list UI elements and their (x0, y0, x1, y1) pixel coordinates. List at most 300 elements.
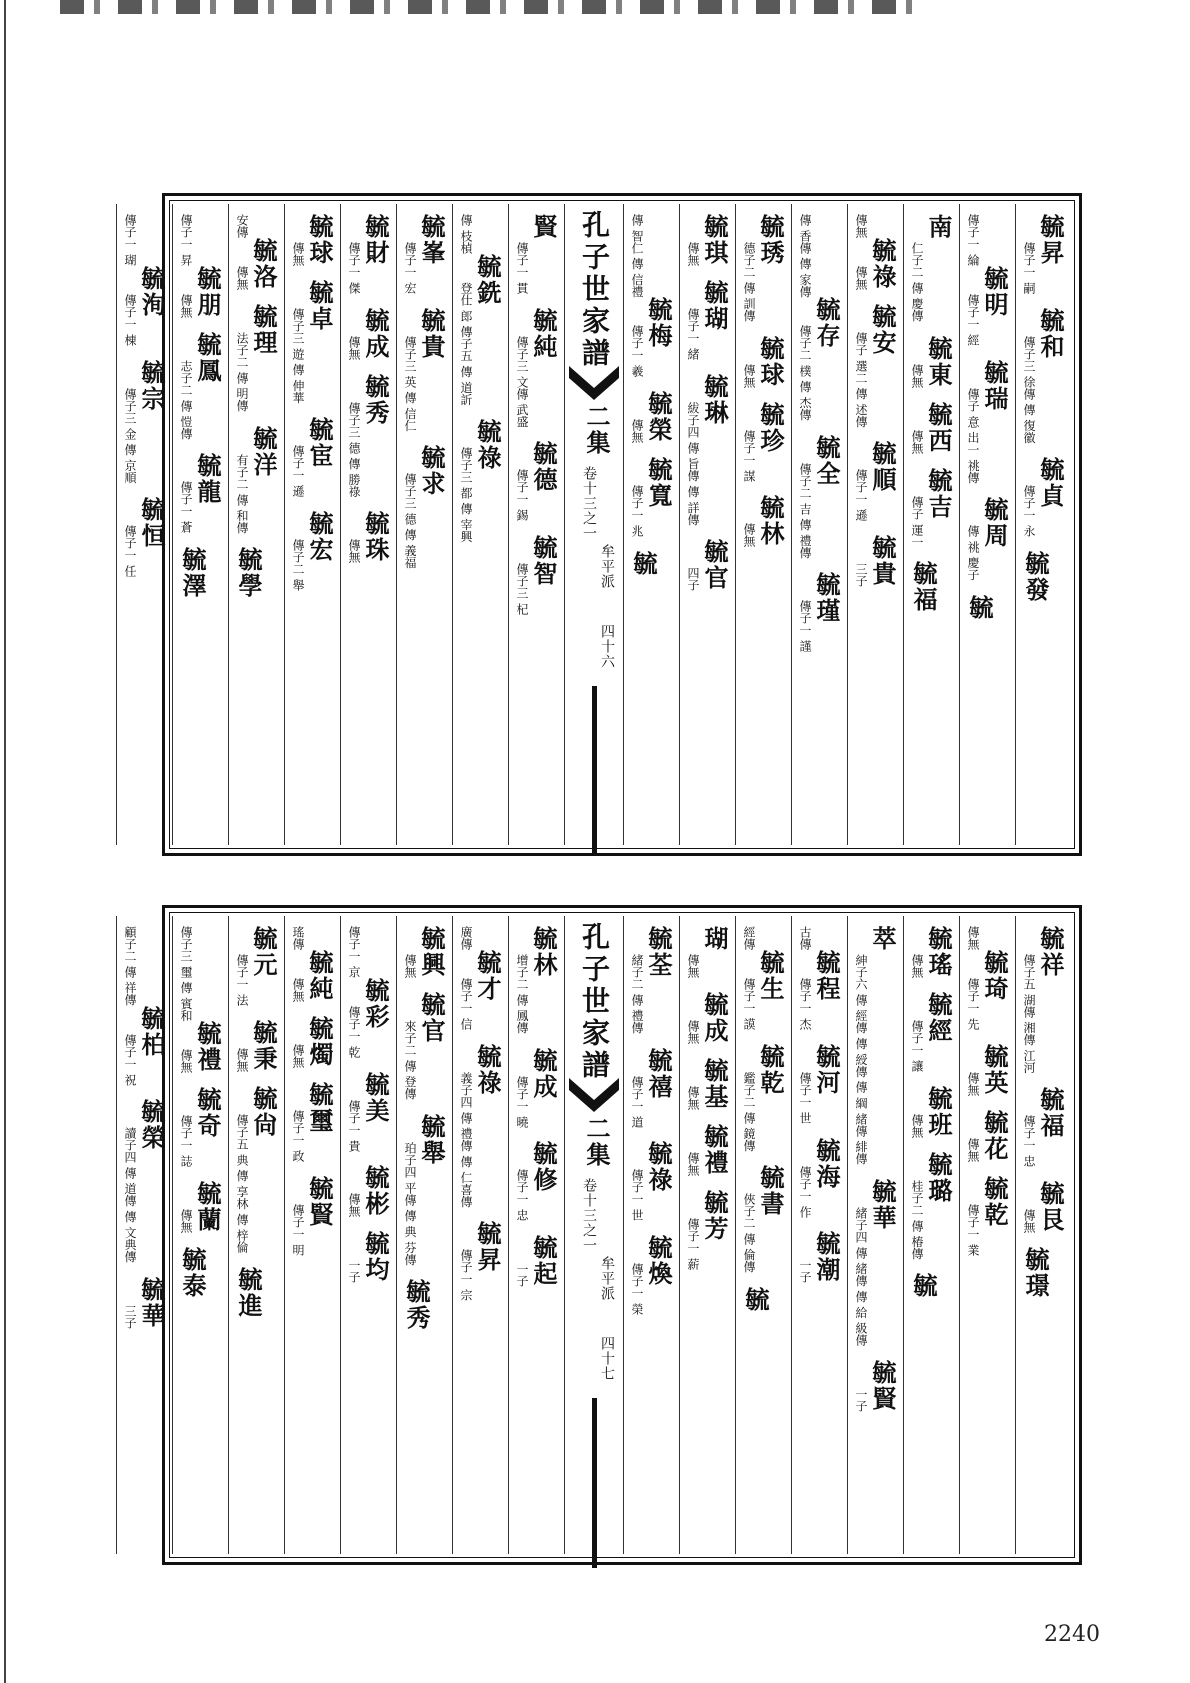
genealogy-column (847, 916, 903, 1554)
descendant-note: 傳子一 宗 (459, 1249, 473, 1301)
genealogy-entry (630, 391, 671, 443)
genealogy-column (679, 204, 735, 845)
person-name: 毓吉 (924, 467, 953, 520)
descendant-note: 傳子一 曉 (515, 1075, 529, 1128)
descendant-note: 一子 (347, 1259, 361, 1284)
genealogy-entry (798, 572, 839, 652)
volume-label: 卷十三之一 (581, 466, 597, 541)
genealogy-entry (854, 1360, 895, 1412)
genealogy-column (452, 916, 508, 1554)
genealogy-column (116, 204, 172, 845)
person-name: 毓洵 (137, 265, 166, 318)
genealogy-entry (235, 926, 276, 1006)
person-name: 毓理 (249, 304, 278, 356)
book-title: 孔子世家譜 (578, 922, 611, 1082)
center-rule (592, 1398, 597, 1568)
descendant-note: 傳無 (235, 1047, 249, 1072)
genealogy-column (623, 204, 679, 845)
person-name: 毓祿 (868, 238, 897, 290)
branch-label: 牟平派 (599, 1256, 615, 1301)
descendant-note: 傳子一 政 (291, 1110, 305, 1162)
person-name: 毓祥 (1036, 926, 1065, 978)
person-name: 毓德 (529, 441, 558, 494)
entry-lead-note: 廣傳 (459, 926, 473, 950)
descendant-note: 傳子一 忠 (515, 1169, 529, 1222)
genealogy-column (284, 204, 340, 845)
descendant-note: 來子二 傳 登傳 (403, 1020, 417, 1100)
descendant-note: 傳子一 傑 (347, 242, 361, 294)
descendant-note: 增子二 傳 鳳傳 (515, 954, 529, 1034)
descendant-note: 傳無 (686, 1020, 700, 1044)
person-name: 毓梅 (644, 297, 673, 350)
entry-lead-note: 傳子一 瑚 (123, 214, 137, 266)
person-name: 毓華 (137, 1276, 166, 1329)
person-name: 毓彬 (361, 1165, 390, 1218)
entry-lead-note: 傳無 (854, 214, 868, 238)
person-name: 毓秉 (249, 1019, 278, 1072)
person-name: 毓成 (529, 1047, 558, 1100)
genealogy-column (172, 204, 228, 845)
person-name: 毓程 (812, 950, 841, 1002)
person-name: 毓舉 (417, 1113, 446, 1166)
person-name: 毓海 (812, 1137, 841, 1190)
leaf-number: 四十六 (599, 624, 615, 669)
descendant-note: 傳子三 德 傳 義福 (403, 473, 417, 569)
person-name: 毓秀 (402, 1278, 431, 1331)
descendant-note: 傳無 (630, 419, 644, 444)
genealogy-entry (459, 419, 500, 542)
genealogy-entry (179, 266, 220, 318)
person-name: 毓發 (1021, 551, 1050, 604)
person-name: 毓卓 (305, 280, 334, 332)
person-name: 萃 (868, 926, 897, 952)
descendant-note: 傳子 意 出一 祧傳 (966, 387, 980, 484)
descendant-note: 傳子一 先 (966, 978, 980, 1030)
person-name: 毓福 (1036, 1087, 1065, 1140)
person-name: 毓宏 (305, 511, 334, 564)
person-name: 毓安 (868, 304, 897, 356)
genealogy-entry (235, 1267, 261, 1319)
genealogy-entry (686, 1058, 727, 1110)
descendant-note: 傳子一 忠 (1022, 1115, 1036, 1168)
genealogy-column (735, 916, 791, 1554)
genealogy-page-bottom (123, 905, 1082, 1565)
genealogy-column (228, 204, 284, 845)
genealogy-entry (1022, 1087, 1063, 1167)
descendant-note: 義子四 傳 禮傳 傳 仁喜傳 (459, 1071, 473, 1208)
genealogy-entry (630, 1235, 671, 1315)
genealogy-entry (910, 1086, 951, 1138)
descendant-note: 傳 祧 慶子 (966, 525, 980, 581)
genealogy-entry (403, 992, 444, 1100)
person-name: 賢 (529, 214, 558, 240)
genealogy-column (452, 204, 508, 845)
genealogy-entry (347, 1072, 388, 1152)
entry-list (960, 916, 1015, 1270)
genealogy-entry (235, 426, 276, 534)
genealogy-column (228, 916, 284, 1554)
descendant-note: 傳子一 乾 (347, 1005, 361, 1058)
genealogy-entry (1022, 551, 1048, 603)
genealogy-entry (515, 441, 556, 521)
person-name: 毓明 (980, 265, 1009, 318)
descendant-note: 傳子一 業 (966, 1203, 980, 1256)
person-name: 毓龍 (193, 453, 222, 506)
genealogy-column (508, 204, 564, 845)
person-name: 毓才 (473, 950, 502, 1002)
genealogy-column (903, 204, 959, 845)
genealogy-column (679, 916, 735, 1554)
genealogy-entry (515, 214, 556, 294)
person-name: 毓貴 (417, 307, 446, 360)
person-name: 毓乾 (756, 1043, 785, 1096)
genealogy-entry (403, 445, 444, 568)
person-name: 毓昇 (473, 1221, 502, 1274)
person-name: 毓瑤 (924, 926, 953, 978)
column-container (123, 916, 1071, 1554)
entry-lead-note: 傳 枝楨 (459, 214, 473, 254)
descendant-note: 傳子一 任 (123, 525, 137, 577)
volume-label: 卷十三之一 (581, 1178, 597, 1253)
person-name: 毓珍 (756, 401, 785, 454)
genealogy-entry (854, 441, 895, 521)
descendant-note: 傳無 (686, 1086, 700, 1110)
descendant-note: 傳無 (347, 1193, 361, 1218)
descendant-note: 傳子一 信 (459, 978, 473, 1030)
genealogy-entry (742, 214, 783, 322)
entry-lead-note: 瑤傳 (291, 926, 305, 950)
genealogy-entry (515, 535, 556, 615)
entry-list (736, 204, 791, 561)
descendant-note: 傳子一 法 (235, 954, 249, 1006)
person-name: 毓瑚 (700, 280, 729, 332)
person-name: 毓華 (868, 1178, 897, 1231)
person-name: 毓煥 (644, 1235, 673, 1288)
genealogy-entry (798, 435, 839, 558)
descendant-note: 讀子四 傳 道傳 傳 文典傳 (123, 1127, 137, 1263)
person-name: 毓榮 (137, 1099, 166, 1152)
descendant-note: 傳無 (686, 242, 700, 266)
entry-list (904, 204, 959, 627)
descendant-note: 傳子一 榮 (630, 1263, 644, 1316)
descendant-note: 傳無 (966, 1071, 980, 1096)
descendant-note: 傳子三 遊 傳 伸華 (291, 308, 305, 404)
genealogy-entry (966, 360, 1007, 483)
genealogy-entry (179, 1247, 205, 1299)
genealogy-entry (798, 1044, 839, 1124)
person-name: 毓賢 (868, 1359, 897, 1412)
genealogy-entry (966, 595, 992, 621)
descendant-note: 傳無 (347, 539, 361, 564)
descendant-note: 傳子一 宏 (403, 242, 417, 294)
entry-list (848, 204, 903, 601)
descendant-note: 傳無 (347, 335, 361, 360)
descendant-note: 三子 (854, 563, 868, 588)
descendant-note: 傳子一 蒼 (179, 481, 193, 534)
genealogy-column (847, 204, 903, 845)
entry-lead-note: 古傳 (798, 926, 812, 950)
descendant-note: 法子二 傳 明傳 (235, 332, 249, 412)
entry-list (680, 916, 735, 1284)
descendant-note: 三子 (123, 1304, 137, 1329)
genealogy-entry (966, 1110, 1007, 1162)
descendant-note: 傳無 (854, 266, 868, 290)
genealogy-column (623, 916, 679, 1554)
person-name: 毓祿 (473, 1043, 502, 1096)
descendant-note: 傳子一 謨 (742, 978, 756, 1030)
person-name: 毓經 (924, 992, 953, 1044)
person-name: 毓 (629, 551, 658, 578)
person-name: 毓成 (700, 992, 729, 1044)
person-name: 毓昇 (1036, 214, 1065, 266)
entry-list (792, 916, 847, 1297)
person-name: 毓存 (812, 297, 841, 350)
descendant-note: 傳子三 德 傳 勝祿 (347, 401, 361, 498)
person-name: 毓瑾 (812, 572, 841, 625)
person-name: 毓成 (361, 307, 390, 360)
genealogy-entry (123, 1277, 164, 1329)
person-name: 毓尙 (249, 1085, 278, 1138)
genealogy-entry (291, 511, 332, 591)
person-name: 毓順 (868, 441, 897, 494)
descendant-note: 傳子一 道 (630, 1075, 644, 1128)
descendant-note: 傳無 (1022, 1209, 1036, 1234)
person-name: 毓宗 (137, 359, 166, 412)
descendant-note: 傳子三 杞 (515, 563, 529, 616)
person-name: 毓球 (756, 335, 785, 388)
person-name: 毓琪 (700, 214, 729, 266)
descendant-note: 傳子一 世 (798, 1071, 812, 1124)
genealogy-column (340, 916, 396, 1554)
genealogy-entry (854, 1179, 895, 1346)
person-name: 毓鳳 (193, 331, 222, 384)
person-name: 毓瑞 (980, 359, 1009, 412)
descendant-note: 緒子四 傳 緒傳 傳 給 級傳 (854, 1206, 868, 1346)
person-name: 毓洋 (249, 425, 278, 478)
person-name: 毓學 (234, 547, 263, 600)
genealogy-column (396, 916, 452, 1554)
genealogy-entry (686, 280, 727, 360)
person-name: 毓貞 (1036, 457, 1065, 510)
entry-list (453, 204, 508, 557)
descendant-note: 傳子一 明 (291, 1203, 305, 1256)
genealogy-entry (123, 360, 164, 483)
genealogy-column (735, 204, 791, 845)
branch-label: 牟平派 (599, 544, 615, 589)
descendant-note: 傳子一 貫 (515, 242, 529, 294)
person-name: 毓純 (529, 307, 558, 360)
entry-lead-note: 傳子一 京 (347, 926, 361, 978)
descendant-note: 傳子 選二 傳 述傳 (854, 332, 868, 428)
genealogy-entry (686, 926, 727, 978)
person-name: 毓修 (529, 1141, 558, 1194)
genealogy-entry (630, 1048, 671, 1128)
person-name: 毓全 (812, 434, 841, 487)
entry-list (397, 916, 452, 1345)
descendant-note: 傳無 (686, 1152, 700, 1176)
genealogy-entry (630, 457, 671, 537)
leaf-number: 四十七 (599, 1336, 615, 1381)
genealogy-entry (291, 280, 332, 403)
genealogy-entry (1022, 214, 1063, 294)
person-name: 毓祿 (473, 419, 502, 472)
entry-list (509, 916, 564, 1301)
genealogy-entry (854, 304, 895, 427)
genealogy-entry (179, 1181, 220, 1233)
genealogy-entry (123, 266, 164, 346)
entry-list (904, 916, 959, 1313)
genealogy-entry (742, 336, 783, 388)
genealogy-entry (1022, 457, 1063, 537)
entry-list (792, 204, 847, 666)
person-name: 毓恒 (137, 497, 166, 550)
genealogy-column (508, 916, 564, 1554)
entry-list (960, 204, 1015, 635)
descendant-note: 傳無 (742, 523, 756, 548)
person-name: 毓官 (700, 539, 729, 592)
genealogy-column (1015, 204, 1071, 845)
genealogy-entry (742, 1044, 783, 1152)
genealogy-entry (966, 266, 1007, 346)
person-name: 毓興 (417, 926, 446, 978)
descendant-note: 仁子二 傳 慶傳 (910, 242, 924, 322)
person-name: 毓 (909, 1273, 938, 1300)
genealogy-entry (179, 453, 220, 533)
descendant-note: 傳子三 徐傳 傳 復徽 (1022, 335, 1036, 444)
descendant-note: 傳子三 文傳 武盛 (515, 335, 529, 428)
genealogy-entry (1022, 308, 1063, 443)
genealogy-entry (403, 926, 444, 978)
descendant-note: 傳子一 薪 (686, 1218, 700, 1270)
entry-list (229, 204, 284, 613)
genealogy-column (116, 916, 172, 1554)
person-name: 毓貴 (868, 535, 897, 588)
genealogy-entry (235, 238, 276, 290)
genealogy-entry (515, 1141, 556, 1221)
entry-lead-note: 傳子一 昇 (179, 214, 193, 266)
descendant-note: 傳子一 錫 (515, 469, 529, 522)
descendant-note: 傳無 (291, 1044, 305, 1068)
entry-list (173, 916, 228, 1313)
genealogy-entry (630, 1141, 671, 1221)
genealogy-entry (910, 926, 951, 978)
person-name: 毓東 (924, 335, 953, 388)
descendant-note: 緒子二 傳 禮傳 (630, 954, 644, 1034)
entry-list (285, 204, 340, 605)
chevron-ornament (565, 366, 623, 400)
genealogy-entry (742, 950, 783, 1030)
descendant-note: 傳子五 湖傳 湘傳 江河 (1022, 954, 1036, 1074)
descendant-note: 一子 (854, 1387, 868, 1412)
entry-lead-note: 傳無 (966, 926, 980, 950)
genealogy-entry (403, 214, 444, 294)
person-name: 毓寬 (644, 457, 673, 510)
person-name: 毓艮 (1036, 1181, 1065, 1234)
genealogy-entry (910, 1152, 951, 1260)
entry-lead-note: 安傳 (235, 214, 249, 238)
person-name: 毓 (741, 1287, 770, 1314)
genealogy-entry (966, 497, 1007, 581)
entry-lead-note: 經傳 (742, 926, 756, 950)
descendant-note: 傳子一 經 (966, 293, 980, 346)
person-name: 毓官 (417, 992, 446, 1044)
genealogy-entry (686, 1124, 727, 1176)
person-name: 毓和 (1036, 307, 1065, 360)
entry-list (341, 204, 396, 577)
genealogy-column (396, 204, 452, 845)
descendant-note: 傳無 (179, 293, 193, 318)
person-name: 毓琇 (756, 214, 785, 266)
genealogy-entry (179, 1021, 220, 1073)
descendant-note: 傳無 (179, 1049, 193, 1074)
descendant-note: 一子 (798, 1259, 812, 1284)
genealogy-column (172, 916, 228, 1554)
genealogy-entry (347, 511, 388, 563)
person-name: 毓秀 (361, 373, 390, 426)
person-name: 毓璽 (305, 1082, 334, 1134)
person-name: 毓蘭 (193, 1181, 222, 1234)
entry-list (117, 204, 172, 591)
scan-margin-line (4, 0, 6, 1683)
entry-list (736, 916, 791, 1327)
entry-lead-note: 顧子二 傳 祥傳 (123, 926, 137, 1006)
genealogy-entry (459, 950, 500, 1030)
person-name: 毓基 (700, 1058, 729, 1110)
center-rule (592, 686, 597, 856)
descendant-note: 傳子一 祝 (123, 1033, 137, 1086)
person-name: 毓球 (305, 214, 334, 266)
entry-list (453, 916, 508, 1315)
genealogy-entry (686, 992, 727, 1044)
genealogy-entry (630, 551, 656, 577)
cropped-header-strip (60, 0, 930, 14)
person-name: 瑚 (700, 926, 729, 952)
genealogy-entry (347, 308, 388, 360)
descendant-note: 傳子 運一 (910, 495, 924, 548)
descendant-note: 紳子六 傳 經傳 傳 綬傳 傳 綱 緒傳 緋傳 (854, 954, 868, 1165)
descendant-note: 四子 (686, 567, 700, 592)
descendant-note: 傳子一 杰 (798, 978, 812, 1030)
descendant-note: 一子 (515, 1263, 529, 1288)
genealogy-entry (291, 1016, 332, 1068)
person-name: 毓花 (980, 1109, 1009, 1162)
person-name: 毓元 (249, 926, 278, 978)
person-name: 毓起 (529, 1235, 558, 1288)
person-name: 毓美 (361, 1071, 390, 1124)
person-name: 毓禧 (644, 1047, 673, 1100)
genealogy-entry (742, 1165, 783, 1273)
genealogy-entry (798, 1231, 839, 1283)
person-name: 毓琦 (980, 950, 1009, 1002)
person-name: 毓泰 (178, 1247, 207, 1300)
genealogy-entry (235, 547, 261, 599)
entry-lead-note: 傳子一 綸 (966, 214, 980, 266)
genealogy-entry (966, 1176, 1007, 1256)
person-name: 毓榮 (644, 391, 673, 444)
genealogy-entry (1022, 926, 1063, 1073)
descendant-note: 傳子二 吉 傳 禮傳 (798, 462, 812, 559)
descendant-note: 傳子一 謀 (742, 429, 756, 482)
descendant-note: 傳子五 典 傳 享林 傳 梓倫 (235, 1113, 249, 1253)
genealogy-entry (459, 1044, 500, 1207)
genealogy-entry (854, 535, 895, 587)
person-name: 毓林 (756, 495, 785, 548)
person-name: 毓班 (924, 1085, 953, 1138)
genealogy-entry (630, 926, 671, 1034)
person-name: 毓西 (924, 401, 953, 454)
descendant-note: 傳子一 誌 (179, 1115, 193, 1168)
chevron-ornament (565, 1078, 623, 1112)
